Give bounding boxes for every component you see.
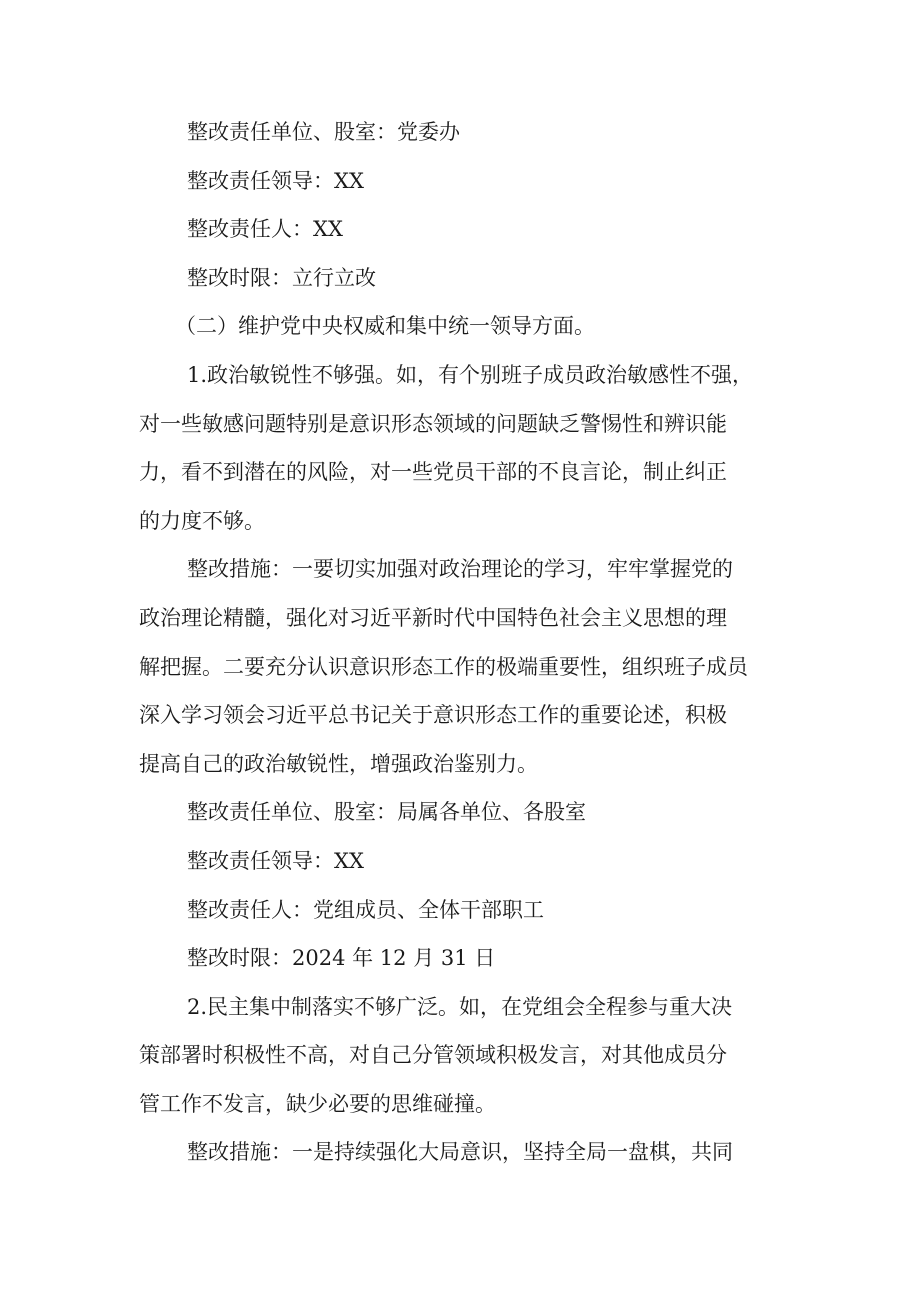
text-line: 整改责任单位、股室：局属各单位、各股室 <box>187 800 586 825</box>
text-line: 整改时限：立行立改 <box>187 265 376 290</box>
document-body <box>139 108 794 1177</box>
text-line: 2.民主集中制落实不够广泛。如，在党组会全程参与重大决 <box>187 994 733 1019</box>
text-line: 整改责任领导：XX <box>187 848 364 873</box>
text-line: 策部署时积极性不高，对自己分管领域积极发言，对其他成员分 <box>139 1043 727 1068</box>
text-line: 的力度不够。 <box>139 508 265 533</box>
text-line: 整改时限：2024 年 12 月 31 日 <box>187 946 496 971</box>
text-line: 整改责任单位、股室：党委办 <box>187 120 460 144</box>
section-heading: （二）维护党中央权威和集中统一领导方面。 <box>175 314 595 339</box>
text-line: 整改措施：一是持续强化大局意识，坚持全局一盘棋，共同 <box>187 1140 733 1165</box>
text-line: 对一些敏感问题特别是意识形态领域的问题缺乏警惕性和辨识能 <box>139 411 727 436</box>
text-line: 力，看不到潜在的风险，对一些党员干部的不良言论，制止纠正 <box>139 460 727 485</box>
text-line: 整改责任人：XX <box>187 217 343 242</box>
text-line: 整改措施：一要切实加强对政治理论的学习，牢牢掌握党的 <box>187 557 733 582</box>
text-line: 整改责任领导：XX <box>187 168 364 193</box>
text-line: 深入学习领会习近平总书记关于意识形态工作的重要论述，积极 <box>139 703 727 728</box>
text-line: 提高自己的政治敏锐性，增强政治鉴别力。 <box>139 751 538 776</box>
text-line: 解把握。二要充分认识意识形态工作的极端重要性，组织班子成员 <box>139 654 748 679</box>
text-line: 管工作不发言，缺少必要的思维碰撞。 <box>139 1091 496 1116</box>
text-line: 整改责任人：党组成员、全体干部职工 <box>187 897 544 922</box>
text-line: 政治理论精髓，强化对习近平新时代中国特色社会主义思想的理 <box>139 605 727 630</box>
text-line: 1.政治敏锐性不够强。如，有个别班子成员政治敏感性不强， <box>187 362 754 387</box>
